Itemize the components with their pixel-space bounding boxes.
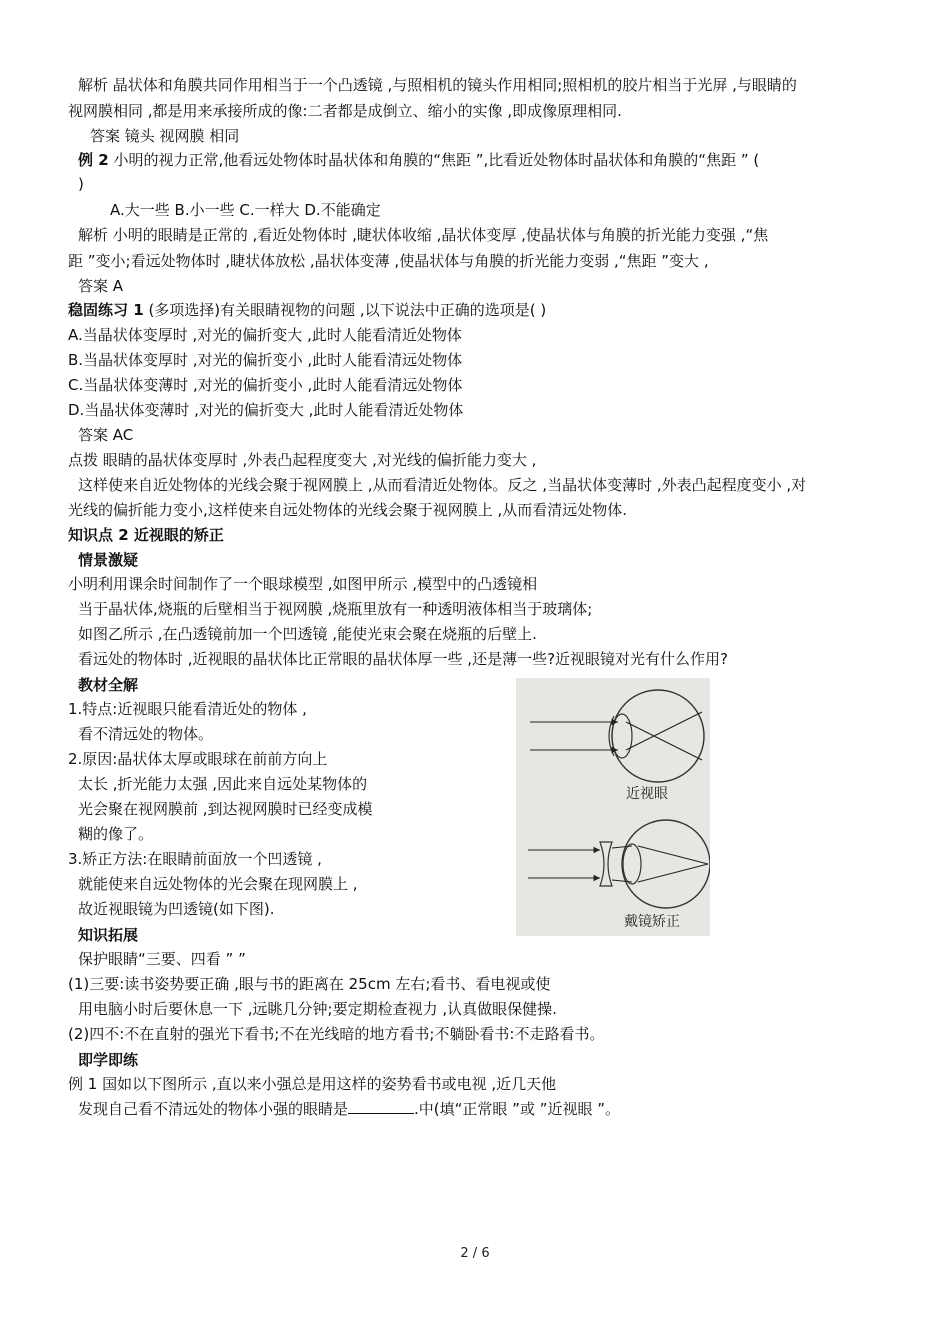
myopic-eye-drawing [530, 690, 704, 782]
example-2-paren: ) [78, 175, 84, 193]
method-line-2: 就能使来自远处物体的光会聚在现网膜上 , [78, 875, 358, 893]
answer-blank [348, 1099, 414, 1114]
feature-line-2: 看不清远处的物体。 [78, 725, 214, 743]
subheading-extension: 知识拓展 [78, 926, 139, 944]
caption-correction: 戴镜矫正 [624, 914, 680, 930]
example-1-line-1: 例 1 国如以下图所示 ,直以来小强总是用这样的姿势看书或电视 ,近几天他 [68, 1075, 557, 1093]
cause-line-2: 太长 ,折光能力太强 ,因此来自远处某物体的 [78, 775, 368, 793]
subheading-scenario: 情景激疑 [78, 551, 139, 569]
extension-title: 保护眼睛“三要、四看 ” ” [78, 950, 246, 968]
scenario-line-4: 看远处的物体时 ,近视眼的晶状体比正常眼的晶状体厚一些 ,还是薄一些?近视眼镜对光有什么作用? [78, 650, 728, 668]
scenario-line-2: 当于晶状体,烧瓶的后壁相当于视网膜 ,烧瓶里放有一种透明液体相当于玻璃体; [78, 600, 593, 618]
answer-2: 答案 A [78, 277, 124, 295]
cause-line-1: 2.原因:晶状体太厚或眼球在前前方向上 [68, 750, 328, 768]
myopia-diagram [516, 678, 710, 936]
practice-1-option-b: B.当晶状体变厚时 ,对光的偏折变小 ,此时人能看清远处物体 [68, 351, 463, 369]
practice-1-option-d: D.当晶状体变薄时 ,对光的偏折变大 ,此时人能看清近处物体 [68, 401, 464, 419]
example-2-label: 例 2 [78, 151, 109, 169]
analysis-1-line-1: 解析 晶状体和角膜共同作用相当于一个凸透镜 ,与照相机的镜头作用相同;照相机的胶片相当于光屏 ,与眼睛的 [78, 76, 797, 94]
answer-3: 答案 AC [78, 426, 134, 444]
practice-1-option-a: A.当晶状体变厚时 ,对光的偏折变大 ,此时人能看清近处物体 [68, 326, 462, 344]
analysis-2-line-2: 距 ”变小;看远处物体时 ,睫状体放松 ,晶状体变薄 ,使晶状体与角膜的折光能力变弱 ,“焦距 ”变大 , [68, 252, 709, 270]
example-2-question [78, 149, 759, 171]
example-2-text: 小明的视力正常,他看远处物体时晶状体和角膜的“焦距 ”,比看近处物体时晶状体和角膜的“焦距 ” ( [113, 151, 760, 169]
feature-line-1: 1.特点:近视眼只能看清近处的物体 , [68, 700, 307, 718]
cause-line-4: 糊的像了。 [78, 825, 154, 843]
hint-line-3: 光线的偏折能力变小,这样使来自远处物体的光线会聚于视网膜上 ,从而看清远处物体. [68, 501, 628, 519]
hint-line-2: 这样使来自近处物体的光线会聚于视网膜上 ,从而看清近处物体。反之 ,当晶状体变薄时 ,外表凸起程度变小 ,对 [78, 476, 807, 494]
myopia-figure [516, 678, 710, 936]
answer-1: 答案 镜头 视网膜 相同 [90, 127, 240, 145]
subheading-practice: 即学即练 [78, 1051, 139, 1069]
practice-1-label: 稳固练习 1 [68, 301, 144, 319]
scenario-line-3: 如图乙所示 ,在凸透镜前加一个凹透镜 ,能使光束会聚在烧瓶的后壁上. [78, 625, 537, 643]
scenario-line-1: 小明利用课余时间制作了一个眼球模型 ,如图甲所示 ,模型中的凸透镜相 [68, 575, 538, 593]
section-heading: 知识点 2 近视眼的矫正 [68, 526, 224, 544]
example-1-text-after: .中(填“正常眼 ”或 ”近视眼 ”。 [414, 1100, 621, 1118]
page-number: 2 / 6 [460, 1246, 490, 1261]
example-1-line-2 [78, 1098, 620, 1120]
practice-1-question [68, 299, 546, 321]
analysis-2-line-1: 解析 小明的眼睛是正常的 ,看近处物体时 ,睫状体收缩 ,晶状体变厚 ,使晶状体与角膜的折光能力变强 ,“焦 [78, 226, 769, 244]
practice-1-option-c: C.当晶状体变薄时 ,对光的偏折变小 ,此时人能看清远处物体 [68, 376, 463, 394]
extension-line-2: 用电脑小时后要休息一下 ,远眺几分钟;要定期检查视力 ,认真做眼保健操. [78, 1000, 557, 1018]
caption-myopia: 近视眼 [626, 786, 668, 802]
practice-1-text: (多项选择)有关眼睛视物的问题 ,以下说法中正确的选项是( ) [148, 301, 547, 319]
hint-line-1: 点拨 眼睛的晶状体变厚时 ,外表凸起程度变大 ,对光线的偏折能力变大 , [68, 451, 537, 469]
subheading-textbook: 教材全解 [78, 676, 139, 694]
analysis-1-line-2: 视网膜相同 ,都是用来承接所成的像:二者都是成倒立、缩小的实像 ,即成像原理相同. [68, 102, 622, 120]
example-2-options: A.大一些 B.小一些 C.一样大 D.不能确定 [110, 201, 381, 219]
method-line-1: 3.矫正方法:在眼睛前面放一个凹透镜 , [68, 850, 322, 868]
extension-line-3: (2)四不:不在直射的强光下看书;不在光线暗的地方看书;不躺卧看书:不走路看书。 [68, 1025, 605, 1043]
cause-line-3: 光会聚在视网膜前 ,到达视网膜时已经变成模 [78, 800, 373, 818]
corrected-eye-drawing [528, 820, 710, 908]
example-1-text-before: 发现自己看不清远处的物体小强的眼睛是 [78, 1100, 349, 1118]
method-line-3: 故近视眼镜为凹透镜(如下图). [78, 900, 275, 918]
extension-line-1: (1)三要:读书姿势要正确 ,眼与书的距离在 25cm 左右;看书、看电视或使 [68, 975, 551, 993]
